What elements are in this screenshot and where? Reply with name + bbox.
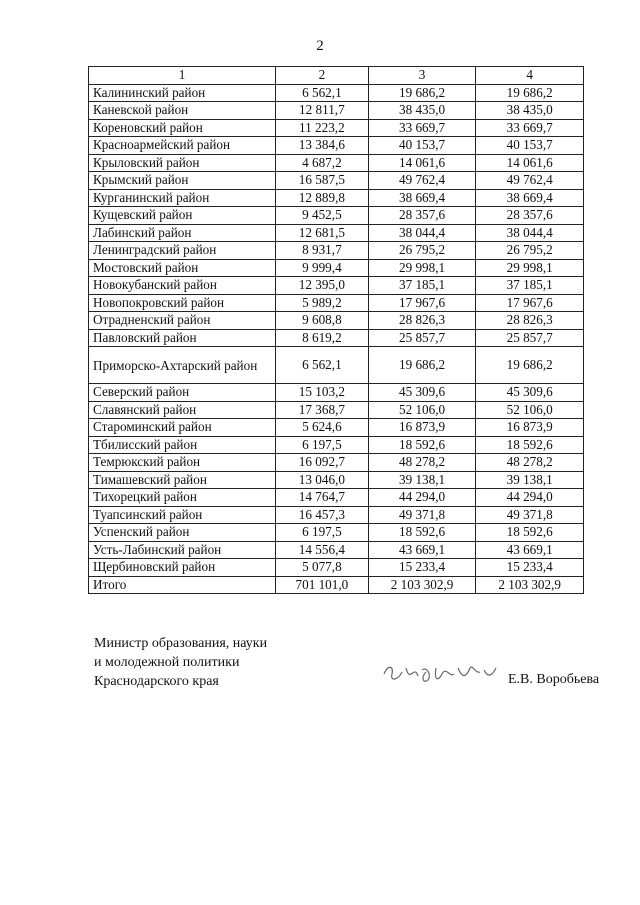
column-4-cell: 25 857,7: [476, 329, 584, 347]
column-2-cell: 4 687,2: [276, 154, 369, 172]
column-4-cell: 38 044,4: [476, 224, 584, 242]
column-header: 3: [368, 67, 476, 85]
table-row: [89, 137, 584, 155]
page-number: 2: [316, 38, 324, 54]
column-4-cell: 49 762,4: [476, 172, 584, 190]
column-3-cell: 15 233,4: [368, 559, 476, 577]
column-3-cell: 25 857,7: [368, 329, 476, 347]
column-3-cell: 2 103 302,9: [368, 576, 476, 594]
column-4-cell: 40 153,7: [476, 137, 584, 155]
column-3-cell: 26 795,2: [368, 242, 476, 260]
table-row: [89, 259, 584, 277]
signature-position: [94, 634, 267, 691]
district-name-cell: Северский район: [89, 384, 276, 402]
column-2-cell: 11 223,2: [276, 119, 369, 137]
column-4-cell: 43 669,1: [476, 541, 584, 559]
column-4-cell: 33 669,7: [476, 119, 584, 137]
column-3-cell: 38 435,0: [368, 102, 476, 120]
column-3-cell: 14 061,6: [368, 154, 476, 172]
district-name-cell: Курганинский район: [89, 189, 276, 207]
column-4-cell: 48 278,2: [476, 454, 584, 472]
table-row: [89, 207, 584, 225]
table-row: [89, 524, 584, 542]
column-3-cell: 38 669,4: [368, 189, 476, 207]
column-3-cell: 49 371,8: [368, 506, 476, 524]
column-4-cell: 49 371,8: [476, 506, 584, 524]
table-row: [89, 559, 584, 577]
column-2-cell: 9 999,4: [276, 259, 369, 277]
table-row: [89, 172, 584, 190]
column-3-cell: 43 669,1: [368, 541, 476, 559]
table-row: [89, 102, 584, 120]
district-name-cell: Калининский район: [89, 84, 276, 102]
district-name-cell: Славянский район: [89, 401, 276, 419]
table-row: [89, 119, 584, 137]
district-name-cell: Лабинский район: [89, 224, 276, 242]
column-3-cell: 49 762,4: [368, 172, 476, 190]
district-name-cell: Кущевский район: [89, 207, 276, 225]
column-2-cell: 6 562,1: [276, 347, 369, 384]
signer-name: Е.В. Воробьева: [508, 672, 600, 687]
column-4-cell: 38 435,0: [476, 102, 584, 120]
column-2-cell: 6 197,5: [276, 524, 369, 542]
column-4-cell: 39 138,1: [476, 471, 584, 489]
district-name-cell: Красноармейский район: [89, 137, 276, 155]
column-4-cell: 26 795,2: [476, 242, 584, 260]
column-3-cell: 18 592,6: [368, 436, 476, 454]
district-name-cell: Щербиновский район: [89, 559, 276, 577]
district-name-cell: Тбилисский район: [89, 436, 276, 454]
column-3-cell: 40 153,7: [368, 137, 476, 155]
column-3-cell: 45 309,6: [368, 384, 476, 402]
table-row: [89, 541, 584, 559]
district-name-cell: Кореновский район: [89, 119, 276, 137]
table-row: [89, 576, 584, 594]
table-row: [89, 401, 584, 419]
position-line: и молодежной политики: [94, 655, 240, 670]
table-row: [89, 154, 584, 172]
column-4-cell: 17 967,6: [476, 294, 584, 312]
handwritten-signature-image: [380, 654, 500, 694]
district-name-cell: Итого: [89, 576, 276, 594]
column-2-cell: 6 197,5: [276, 436, 369, 454]
column-2-cell: 14 556,4: [276, 541, 369, 559]
column-3-cell: 52 106,0: [368, 401, 476, 419]
district-name-cell: Отрадненский район: [89, 312, 276, 330]
column-3-cell: 48 278,2: [368, 454, 476, 472]
table-header-row: [89, 67, 584, 85]
column-2-cell: 14 764,7: [276, 489, 369, 507]
column-3-cell: 33 669,7: [368, 119, 476, 137]
table-row: [89, 347, 584, 384]
table-row: [89, 471, 584, 489]
column-2-cell: 8 619,2: [276, 329, 369, 347]
column-4-cell: 38 669,4: [476, 189, 584, 207]
column-4-cell: 19 686,2: [476, 84, 584, 102]
position-line: Краснодарского края: [94, 674, 219, 689]
district-name-cell: Темрюкский район: [89, 454, 276, 472]
column-2-cell: 5 077,8: [276, 559, 369, 577]
district-name-cell: Мостовский район: [89, 259, 276, 277]
column-2-cell: 8 931,7: [276, 242, 369, 260]
column-3-cell: 39 138,1: [368, 471, 476, 489]
column-3-cell: 37 185,1: [368, 277, 476, 295]
column-2-cell: 9 608,8: [276, 312, 369, 330]
column-header: 4: [476, 67, 584, 85]
column-2-cell: 12 889,8: [276, 189, 369, 207]
table-row: [89, 454, 584, 472]
district-name-cell: Ленинградский район: [89, 242, 276, 260]
column-2-cell: 17 368,7: [276, 401, 369, 419]
column-3-cell: 28 357,6: [368, 207, 476, 225]
table-row: [89, 436, 584, 454]
table-row: [89, 224, 584, 242]
column-3-cell: 18 592,6: [368, 524, 476, 542]
column-2-cell: 12 811,7: [276, 102, 369, 120]
column-2-cell: 16 587,5: [276, 172, 369, 190]
column-4-cell: 16 873,9: [476, 419, 584, 437]
district-name-cell: Каневской район: [89, 102, 276, 120]
table-row: [89, 506, 584, 524]
column-2-cell: 5 989,2: [276, 294, 369, 312]
column-2-cell: 12 681,5: [276, 224, 369, 242]
table-row: [89, 277, 584, 295]
district-name-cell: Тимашевский район: [89, 471, 276, 489]
district-name-cell: Павловский район: [89, 329, 276, 347]
column-2-cell: 9 452,5: [276, 207, 369, 225]
district-name-cell: Туапсинский район: [89, 506, 276, 524]
table-row: [89, 312, 584, 330]
column-4-cell: 18 592,6: [476, 524, 584, 542]
table-row: [89, 294, 584, 312]
table-row: [89, 489, 584, 507]
table-row: [89, 189, 584, 207]
column-3-cell: 28 826,3: [368, 312, 476, 330]
table-row: [89, 242, 584, 260]
table-row: [89, 329, 584, 347]
column-4-cell: 28 357,6: [476, 207, 584, 225]
column-2-cell: 13 384,6: [276, 137, 369, 155]
column-2-cell: 5 624,6: [276, 419, 369, 437]
column-4-cell: 45 309,6: [476, 384, 584, 402]
column-header: 2: [276, 67, 369, 85]
column-4-cell: 2 103 302,9: [476, 576, 584, 594]
allocation-table: [88, 66, 584, 594]
column-2-cell: 6 562,1: [276, 84, 369, 102]
table-body: [89, 84, 584, 594]
column-3-cell: 16 873,9: [368, 419, 476, 437]
column-2-cell: 16 092,7: [276, 454, 369, 472]
column-4-cell: 29 998,1: [476, 259, 584, 277]
column-3-cell: 38 044,4: [368, 224, 476, 242]
table-row: [89, 419, 584, 437]
district-name-cell: Староминский район: [89, 419, 276, 437]
column-4-cell: 19 686,2: [476, 347, 584, 384]
column-3-cell: 17 967,6: [368, 294, 476, 312]
column-2-cell: 13 046,0: [276, 471, 369, 489]
column-4-cell: 44 294,0: [476, 489, 584, 507]
column-3-cell: 29 998,1: [368, 259, 476, 277]
table-row: [89, 84, 584, 102]
column-2-cell: 15 103,2: [276, 384, 369, 402]
district-name-cell: Усть-Лабинский район: [89, 541, 276, 559]
column-3-cell: 19 686,2: [368, 347, 476, 384]
district-name-cell: Крыловский район: [89, 154, 276, 172]
column-3-cell: 19 686,2: [368, 84, 476, 102]
column-2-cell: 12 395,0: [276, 277, 369, 295]
column-4-cell: 28 826,3: [476, 312, 584, 330]
column-4-cell: 14 061,6: [476, 154, 584, 172]
column-4-cell: 18 592,6: [476, 436, 584, 454]
column-4-cell: 15 233,4: [476, 559, 584, 577]
column-4-cell: 37 185,1: [476, 277, 584, 295]
district-name-cell: Крымский район: [89, 172, 276, 190]
district-name-cell: Успенский район: [89, 524, 276, 542]
district-name-cell: Приморско-Ахтарский район: [89, 347, 276, 384]
district-name-cell: Новопокровский район: [89, 294, 276, 312]
table-row: [89, 384, 584, 402]
column-4-cell: 52 106,0: [476, 401, 584, 419]
column-3-cell: 44 294,0: [368, 489, 476, 507]
position-line: Министр образования, науки: [94, 636, 268, 651]
district-name-cell: Новокубанский район: [89, 277, 276, 295]
column-2-cell: 701 101,0: [276, 576, 369, 594]
column-header: 1: [89, 67, 276, 85]
column-2-cell: 16 457,3: [276, 506, 369, 524]
district-name-cell: Тихорецкий район: [89, 489, 276, 507]
